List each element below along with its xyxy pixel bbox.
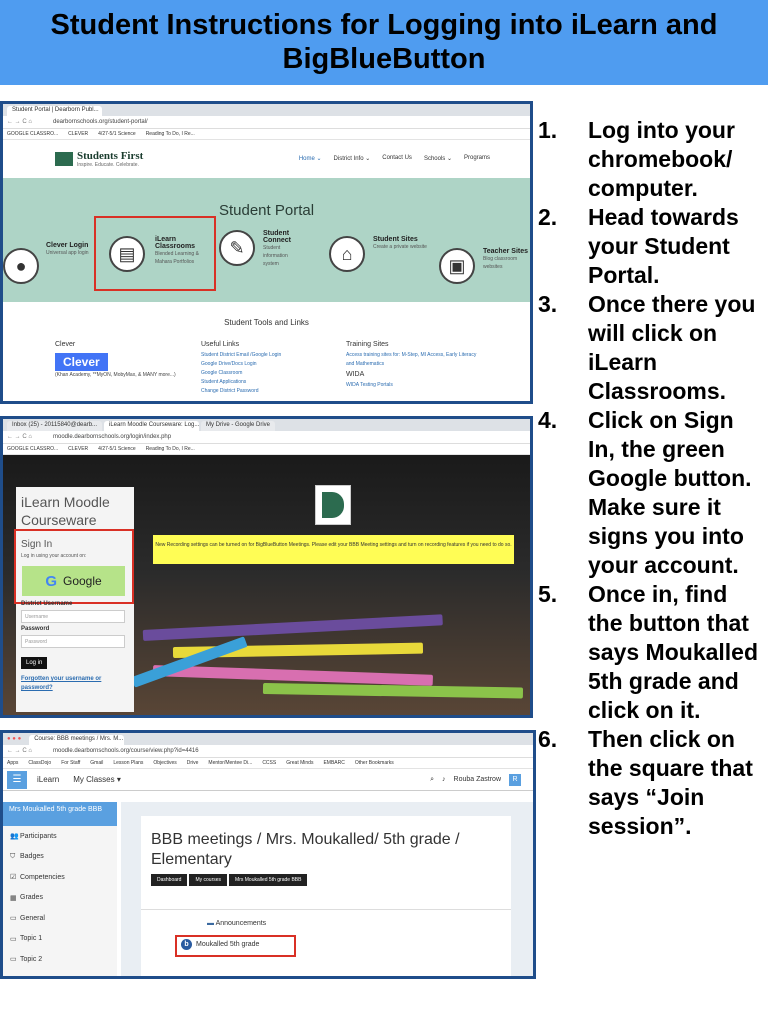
clever-note: (Khan Academy, **MyON, MobyMax, & MANY more...) [55,372,176,378]
bookmarks-bar [3,444,530,455]
useful-links-column: Useful Links Student District Email /Google Login Google Drive/Docs Login Google Classroom Student Applications Change District Password [201,341,282,394]
menu-hamburger-icon[interactable]: ☰ [7,771,27,789]
course-card [141,816,511,979]
badge-icon: ⛉ [10,852,16,860]
sidebar-item-topic-2[interactable]: ▭ Topic 2 [10,955,43,964]
browser-tab-bar [3,104,530,116]
sidebar-item-competencies[interactable]: ☑ Competencies [10,873,65,882]
bell-icon[interactable]: ♪ [442,776,446,783]
instruction-steps [538,116,764,841]
bookmark[interactable]: CCSS [262,760,277,766]
dearborn-schools-logo [315,485,351,525]
pencil-icon[interactable]: ✎ [219,230,255,266]
card-student-sites[interactable]: Student Sites Create a private website [373,236,427,250]
grid-icon: ▦ [10,894,17,902]
portal-title: Student Portal [218,202,315,219]
pencil-green [263,683,523,699]
link-item[interactable]: Student District Email /Google Login [201,352,282,358]
training-column: Training Sites Access training sites for: M-Step, MI Access, Early Literacy and Mathematics WIDA WIDA Testing Portals [346,341,486,390]
bookmark[interactable]: Apps [7,760,19,766]
card-teacher-sites[interactable]: Teacher Sites Blog classroom websites [483,248,529,270]
sidebar-item-current-course[interactable]: Mrs Moukalled 5th grade BBB [3,802,117,826]
announcements-link[interactable]: ▬ Announcements [207,920,267,927]
browser-tab[interactable]: My Drive - Google Drive [201,421,275,431]
google-g-icon: G [45,572,57,590]
user-name[interactable]: Rouba Zastrow [453,776,501,783]
students-first-logo-icon [55,152,73,166]
dearborn-d-icon [322,492,344,518]
password-label: Password [21,626,50,632]
crumb-dashboard[interactable]: Dashboard [151,874,187,886]
link-item[interactable]: WIDA Testing Portals [346,382,393,388]
bookmark[interactable]: CLEVER [68,446,89,452]
username-field[interactable]: Username [21,610,125,623]
moodle-app-bar [3,769,533,791]
url-text[interactable]: moodle.dearbornschools.org/login/index.php [53,434,172,440]
bbb-activity-link[interactable]: b Moukalled 5th grade [181,939,259,950]
signin-subtext: Log in using your account on: [21,553,87,559]
sidebar-item-participants[interactable]: 👥 Participants [10,832,57,841]
house-icon[interactable]: ⌂ [329,236,365,272]
bookmark[interactable]: EMBARC [323,760,345,766]
breadcrumb [151,874,307,886]
address-bar[interactable] [3,116,530,129]
pencil-purple [143,614,443,641]
nav-arrows-icon[interactable]: ← → C ⌂ [7,119,32,125]
bookmarks-bar [3,129,530,140]
highlight-box-ilearn [94,216,216,291]
signin-heading: Sign In [21,539,53,550]
username-label: District Username [21,601,73,607]
bookmark[interactable]: For Staff [61,760,81,766]
sidebar-item-badges[interactable]: ⛉ Badges [10,852,44,861]
header-title-line-2: BigBlueButton [282,43,486,75]
avatar[interactable]: R [509,774,521,786]
page-header [0,0,768,85]
site-nav [3,140,530,178]
search-icon[interactable]: ⌕ [430,775,435,783]
id-card-icon[interactable]: ▣ [439,248,475,284]
course-sidebar [3,802,117,979]
screenshot-moodle-course [0,730,536,979]
user-icon[interactable]: ● [3,248,39,284]
step-6: 6. Then click on the square that says “Join session”. [538,726,753,839]
bookmark[interactable]: 4/27-5/1 Science [98,446,136,452]
recording-notice: New Recording settings can be turned on for BigBlueButton Meetings. Please edit your BBB Meeting settings and turn on recording features if you need to do so. [153,535,514,564]
window-controls-icon[interactable]: ● ● ● [7,736,22,742]
bookmark[interactable]: CLEVER [68,131,89,137]
card-student-connect[interactable]: Student Connect Student information system [263,230,291,267]
user-area [430,774,533,786]
bookmark[interactable]: Reading To Do, I Re... [145,131,195,137]
address-bar[interactable] [3,431,530,444]
crumb-my-courses[interactable]: My courses [189,874,227,886]
folder-icon: ▭ [10,935,17,943]
sidebar-item-grades[interactable]: ▦ Grades [10,894,43,902]
step-4: 4. Click on Sign In, the green Google button. Make sure it signs you into your account. [538,407,752,578]
login-panel [16,487,134,712]
sidebar-item-topic-1[interactable]: ▭ Topic 1 [10,935,43,943]
browser-tab-bar [3,733,533,745]
bigbluebutton-icon: b [181,939,192,950]
link-item[interactable]: Google Drive/Docs Login [201,361,257,367]
address-bar[interactable] [3,745,533,758]
menu-programs[interactable]: Programs [463,155,490,161]
my-classes-menu[interactable]: My Classes ▾ [73,775,121,784]
bookmark[interactable]: Drive [186,760,199,766]
card-clever-login[interactable]: Clever Login Universal app login [46,242,89,256]
folder-icon: ▭ [10,956,17,964]
menu-schools[interactable]: Schools ⌄ [423,156,452,162]
url-text[interactable]: dearbornschools.org/student-portal/ [53,119,148,125]
link-item[interactable]: Access training sites for: M-Step, MI Access, Early Literacy and Mathematics [346,352,477,367]
browser-tab[interactable]: iLearn Moodle Courseware: Log... [104,421,199,431]
header-title-line-1: Student Instructions for Logging into iLearn and [50,9,718,41]
forgot-link[interactable]: Forgotten your username or password? [21,676,102,691]
course-main [121,802,536,979]
panel-title: iLearn Moodle Courseware [21,494,110,528]
screenshot-student-portal [0,101,533,404]
crumb-course[interactable]: Mrs Moukalled 5th grade BBB [229,874,307,886]
site-logo[interactable]: Students First Inspire. Educate. Celebrate. [77,150,144,168]
clever-column: Clever Clever (Khan Academy, **MyON, MobyMax, & MANY more...) [55,341,180,379]
bookmark[interactable]: Great Minds [286,760,314,766]
bookmark[interactable]: Objectives [153,760,177,766]
bookmark[interactable]: ClassDojo [28,760,52,766]
participants-icon: 👥 [10,833,19,841]
course-title: BBB meetings / Mrs. Moukalled/ 5th grade / Elementary [151,831,460,868]
clever-button[interactable]: Clever [55,353,108,371]
site-menu [299,155,490,162]
bookmark[interactable]: Other Bookmarks [354,760,394,766]
link-item[interactable]: Google Classroom [201,370,243,376]
link-item[interactable]: Student Applications [201,379,247,385]
bookmark[interactable]: Reading To Do, I Re... [145,446,195,452]
card-ilearn-classrooms[interactable]: iLearn Classrooms Blended Learning & Mahara Portfolios [155,236,199,265]
tools-title: Student Tools and Links [224,318,309,327]
browser-tab[interactable]: Course: BBB meetings / Mrs. M... [29,735,124,745]
link-item[interactable]: Change District Password [201,388,259,394]
browser-tab[interactable]: Inbox (25) - 20115840@dearb... [7,421,102,431]
bookmarks-bar [3,758,533,769]
portal-hero [3,178,530,302]
menu-district-info[interactable]: District Info ⌄ [333,156,371,162]
url-text[interactable]: moodle.dearbornschools.org/course/view.php?id=4416 [53,748,199,754]
sidebar-item-general[interactable]: ▭ General [10,914,45,923]
pencil-blue [131,636,248,687]
google-signin-button[interactable]: G Google [22,566,125,596]
app-name[interactable]: iLearn [37,775,60,784]
login-button[interactable]: Log in [21,657,47,669]
password-field[interactable]: Password [21,635,125,648]
bookmark[interactable]: GOOGLE CLASSRO... [7,446,59,452]
step-5: 5. Once in, find the button that says Moukalled 5th grade and click on it. [538,581,759,723]
browser-tab-bar [3,419,530,431]
checkbox-icon: ☑ [10,874,17,882]
menu-home[interactable]: Home ⌄ [298,156,322,162]
menu-contact-us[interactable]: Contact Us [382,155,412,161]
bookmark[interactable]: Lesson Plans [113,760,144,766]
bookmark[interactable]: GOOGLE CLASSRO... [7,131,59,137]
nav-arrows-icon[interactable]: ← → C ⌂ [7,748,32,754]
bookmark[interactable]: Mentor/Mentee Di... [208,760,253,766]
notebook-icon[interactable]: ▤ [109,236,145,272]
folder-icon: ▭ [10,915,17,923]
nav-arrows-icon[interactable]: ← → C ⌂ [7,434,32,440]
step-1: 1. Log into your chromebook/ computer. [538,117,735,201]
forum-icon: ▬ [207,920,214,927]
browser-tab[interactable]: Student Portal | Dearborn Publ... [7,106,102,116]
bookmark[interactable]: Gmail [90,760,104,766]
step-2: 2. Head towards your Student Portal. [538,204,739,288]
step-3: 3. Once there you will click on iLearn Classrooms. [538,291,756,404]
screenshot-moodle-login [0,416,533,718]
bookmark[interactable]: 4/27-5/1 Science [98,131,136,137]
